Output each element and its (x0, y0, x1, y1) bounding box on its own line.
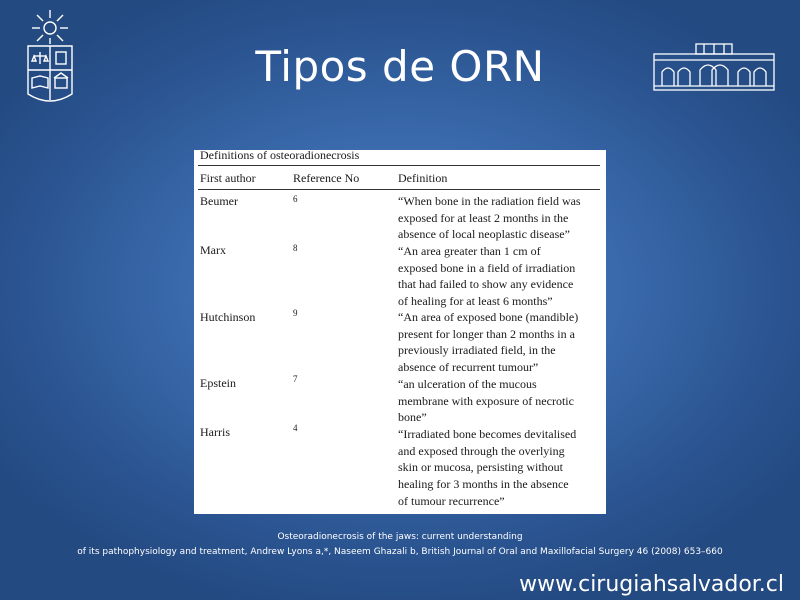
row-ref-marx: 8 (293, 243, 298, 253)
table-top-rule (198, 165, 600, 166)
row-ref-epstein: 7 (293, 374, 298, 384)
osteoradionecrosis-definitions-table (194, 150, 606, 514)
row-ref-harris: 4 (293, 423, 298, 433)
row-definition-harris (398, 426, 604, 510)
table-header-rule (198, 189, 600, 190)
row-ref-beumer: 6 (293, 194, 298, 204)
definition-line: healing for 3 months in the absence (398, 477, 569, 492)
row-ref-hutchinson: 9 (293, 308, 298, 318)
definition-line: that had failed to show any evidence (398, 277, 574, 292)
definition-line: “Irradiated bone becomes devitalised (398, 427, 577, 441)
row-definition-beumer (398, 193, 604, 243)
row-definition-hutchinson (398, 309, 604, 376)
definition-line: skin or mucosa, persisting without (398, 460, 563, 475)
header-first-author: First author (200, 171, 256, 185)
definition-line: “an ulceration of the mucous (398, 377, 537, 391)
website-url: www.cirugiahsalvador.cl (519, 572, 784, 597)
definition-line: of tumour recurrence” (398, 493, 505, 508)
row-author-hutchinson: Hutchinson (200, 310, 256, 324)
row-author-epstein: Epstein (200, 376, 236, 390)
definition-line: present for longer than 2 months in a (398, 326, 575, 341)
definition-line: “An area greater than 1 cm of (398, 244, 541, 258)
slide-title: Tipos de ORN (255, 42, 545, 91)
table-caption: Definitions of osteoradionecrosis (200, 148, 360, 162)
header-definition: Definition (398, 171, 448, 185)
header-reference-no: Reference No (293, 171, 360, 185)
citation-line-2: of its pathophysiology and treatment, Andrew Lyons a,*, Naseem Ghazali b, British Journal of Oral and Maxillofacial Surgery 46 (2008) 653–660 (77, 547, 723, 557)
definition-line: exposed bone in a field of irradiation (398, 260, 576, 275)
row-definition-marx (398, 243, 604, 310)
definition-line: absence of recurrent tumour” (398, 360, 539, 375)
row-author-marx: Marx (200, 243, 226, 257)
row-author-beumer: Beumer (200, 194, 238, 208)
definition-line: membrane with exposure of necrotic (398, 393, 574, 408)
hospital-building-icon (652, 40, 776, 92)
definition-line: “An area of exposed bone (mandible) (398, 310, 579, 324)
citation-line-1: Osteoradionecrosis of the jaws: current understanding (277, 532, 523, 542)
row-author-harris: Harris (200, 425, 230, 439)
definition-line: of healing for at least 6 months” (398, 294, 553, 309)
definition-line: “When bone in the radiation field was (398, 194, 581, 208)
row-definition-epstein (398, 376, 604, 426)
definition-line: bone” (398, 410, 427, 425)
definition-line: previously irradiated field, in the (398, 343, 556, 358)
definition-line: and exposed through the overlying (398, 443, 565, 458)
definition-line: absence of local neoplastic disease” (398, 227, 570, 242)
definition-line: exposed for at least 2 months in the (398, 210, 569, 225)
